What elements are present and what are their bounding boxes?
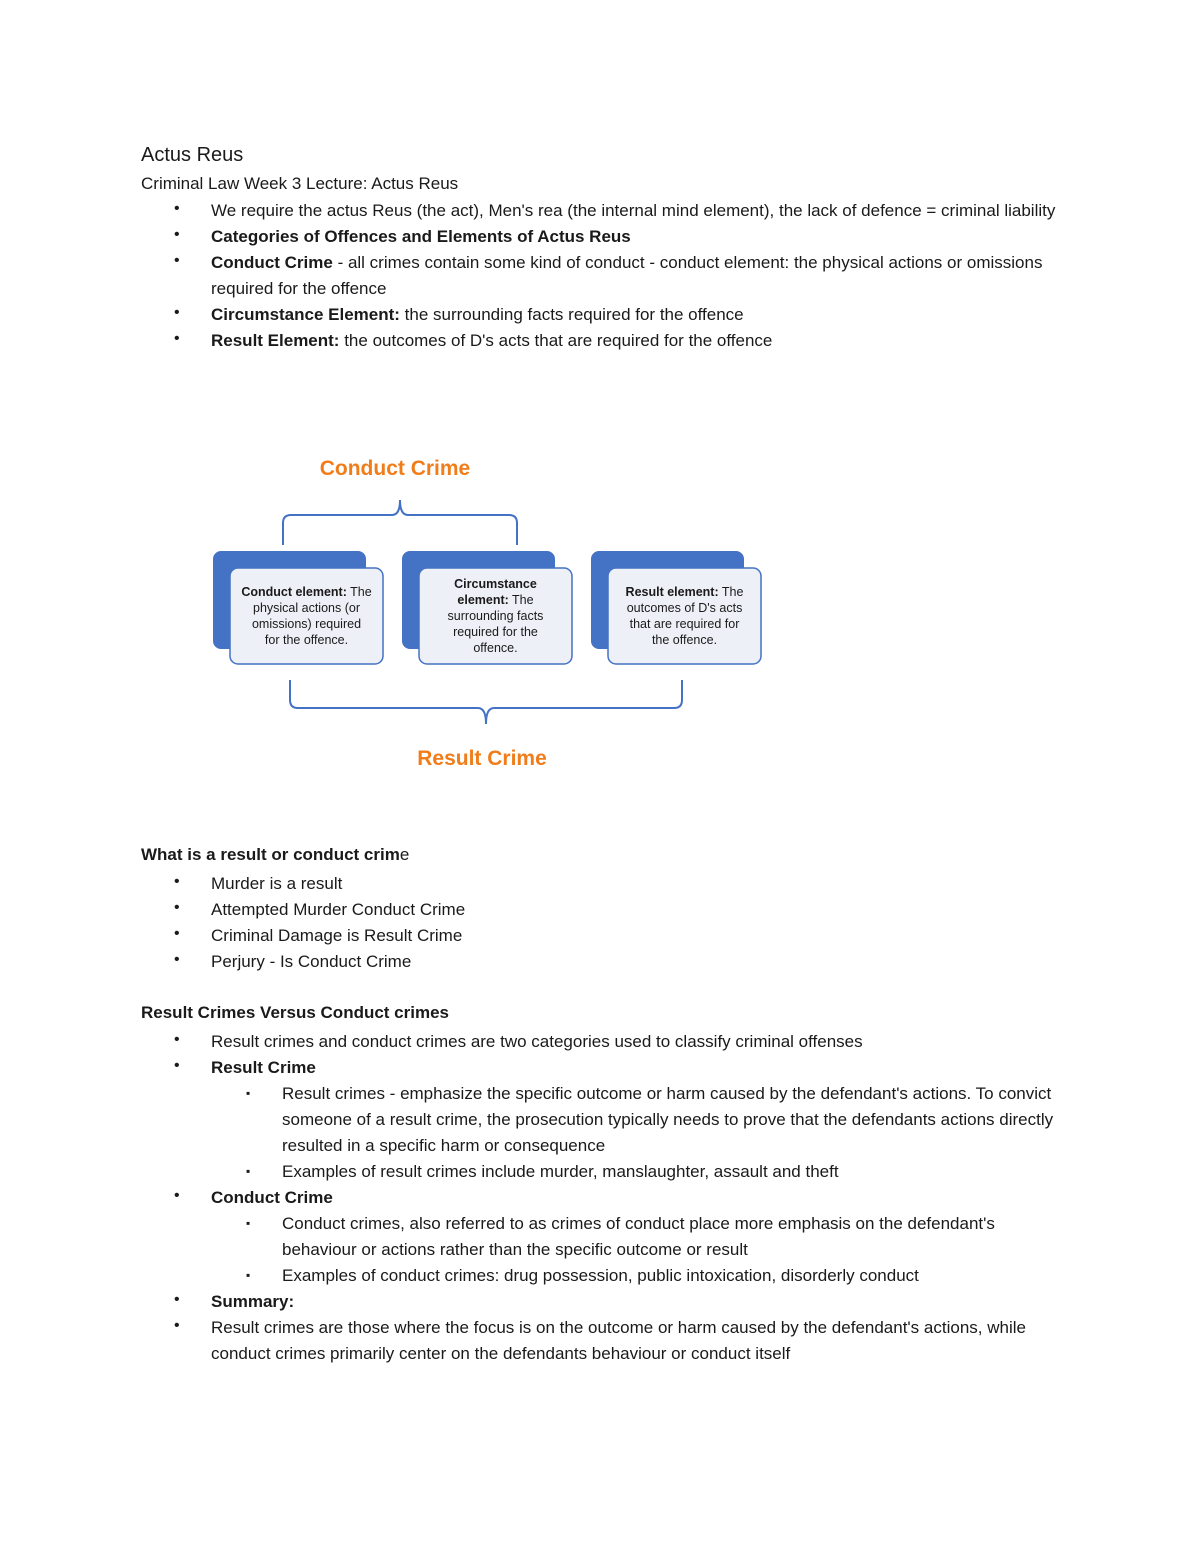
diagram-box-card (230, 568, 383, 664)
bullet-icon: • (174, 951, 180, 968)
bullet-icon: • (174, 1291, 180, 1308)
list-item-text: the outcomes of D's acts that are required for the offence (339, 331, 773, 350)
diagram-box-text: the offence. (651, 633, 718, 647)
actus-reus-diagram (0, 440, 1200, 780)
list-item-text: Examples of result crimes include murder, manslaughter, assault and theft (282, 1162, 839, 1181)
list-item (0, 1055, 1071, 1081)
list-item-text: Attempted Murder Conduct Crime (211, 900, 466, 919)
diagram-box-text: that are required for (629, 617, 740, 631)
diagram-box-line (252, 617, 361, 631)
diagram-box-line (652, 633, 717, 647)
bullet-icon: • (174, 899, 180, 916)
bullet-icon: ▪ (246, 1268, 251, 1282)
list-item-text: We require the actus Reus (the act), Men's rea (the internal mind element), the lack of defence = criminal liability (211, 201, 1056, 220)
list-item (0, 1263, 1062, 1289)
list-item-text: Perjury - Is Conduct Crime (211, 952, 412, 971)
list-item (0, 224, 1071, 250)
bullet-icon: • (174, 330, 180, 347)
diagram-box-bold: Circumstance (454, 577, 537, 591)
page-title: Actus Reus (141, 144, 244, 166)
bullet-icon: • (174, 304, 180, 321)
list-item-text: Result crimes and conduct crimes are two categories used to classify criminal offenses (211, 1032, 863, 1051)
bullet-icon: • (174, 873, 180, 890)
bullet-icon: ▪ (246, 1164, 251, 1178)
list-item (0, 1159, 1062, 1185)
diagram-box-bold: element: (457, 593, 509, 607)
diagram-bottom-label: Result Crime (417, 747, 547, 770)
list-item-bold: Circumstance Element: (211, 305, 400, 324)
list-item-text: Murder is a result (211, 874, 343, 893)
list-item (0, 198, 1071, 224)
diagram-box-card (608, 568, 761, 664)
bullet-icon: • (174, 1057, 180, 1074)
list-item (0, 1185, 1071, 1211)
bullet-icon: • (174, 1317, 180, 1334)
diagram-box-line (473, 641, 517, 655)
list-item (0, 1081, 1062, 1159)
bullet-icon: • (174, 252, 180, 269)
what-heading-tail: e (399, 845, 410, 864)
list-item-bold: Conduct Crime (211, 1188, 333, 1207)
list-item-bold: Summary: (211, 1292, 295, 1311)
list-item (0, 328, 1071, 354)
diagram-box-text: offence. (473, 641, 518, 655)
list-item-bold: Categories of Offences and Elements of Actus Reus (211, 227, 631, 246)
list-item (0, 1289, 1071, 1315)
page-subtitle: Criminal Law Week 3 Lecture: Actus Reus (141, 174, 459, 193)
list-item-text: - all crimes contain some kind of conduct - conduct element: the physical actions or omissions required for the offence (211, 253, 1043, 298)
diagram-box-line (453, 625, 538, 639)
list-item (0, 949, 1071, 975)
versus-section-heading: Result Crimes Versus Conduct crimes (141, 1003, 450, 1022)
bullet-icon: • (174, 200, 180, 217)
diagram-box-line (253, 601, 360, 615)
what-section-heading (141, 845, 409, 865)
list-item (0, 897, 1071, 923)
list-item-text: Conduct crimes, also referred to as crimes of conduct place more emphasis on the defendant's behaviour or actions rather than the specific outcome or result (282, 1214, 995, 1259)
list-item-text: Result crimes - emphasize the specific outcome or harm caused by the defendant's actions. To convict someone of a result crime, the prosecution typically needs to prove that the defendants actions directly resulted in a specific harm or consequence (282, 1084, 1054, 1155)
list-item (0, 1315, 1071, 1367)
bullet-icon: • (174, 226, 180, 243)
list-item (0, 1029, 1071, 1055)
diagram-box-line (630, 617, 740, 631)
diagram-box-line (241, 585, 371, 599)
diagram-box-line (265, 633, 348, 647)
list-item-text: Criminal Damage is Result Crime (211, 926, 463, 945)
bullet-icon: • (174, 925, 180, 942)
what-heading-bold: What is a result or conduct crim (141, 845, 400, 864)
bullet-icon: • (174, 1187, 180, 1204)
diagram-box-bold: Result element: (625, 585, 719, 599)
diagram-box-line (626, 585, 744, 599)
list-item-bold: Result Element: (211, 331, 340, 350)
diagram-box-text: for the offence. (264, 633, 349, 647)
list-item (0, 923, 1071, 949)
list-item (0, 302, 1071, 328)
diagram-box-line (627, 601, 743, 615)
diagram-top-label: Conduct Crime (319, 457, 471, 480)
intro-bullet-list (0, 198, 1071, 354)
bottom-brace (290, 680, 682, 724)
diagram-box-line (448, 609, 544, 623)
diagram-box-line (457, 593, 533, 607)
bullet-icon: ▪ (246, 1216, 251, 1230)
list-item-bold: Result Crime (211, 1058, 316, 1077)
list-item (0, 871, 1071, 897)
what-bullet-list (0, 871, 1071, 975)
list-item-text: Examples of conduct crimes: drug possession, public intoxication, disorderly conduct (282, 1266, 919, 1285)
bullet-icon: ▪ (246, 1086, 251, 1100)
top-brace (283, 500, 517, 545)
diagram-box-text: required for the (453, 625, 538, 639)
bullet-icon: • (174, 1031, 180, 1048)
diagram-box-text: physical actions (or (253, 601, 360, 615)
diagram-box-text: The (346, 585, 372, 599)
list-item-bold: Conduct Crime (211, 253, 333, 272)
list-item-text: Result crimes are those where the focus is on the outcome or harm caused by the defendant's actions, while conduct crimes primarily center on the defendants behaviour or conduct itself (211, 1318, 1026, 1363)
diagram-box-text: outcomes of D's acts (626, 601, 743, 615)
diagram-box-text: The (718, 585, 744, 599)
versus-bullet-list (0, 1029, 1071, 1367)
list-item-text: the surrounding facts required for the offence (399, 305, 744, 324)
list-item (0, 250, 1071, 302)
diagram-box-bold: Conduct element: (241, 585, 347, 599)
diagram-box-line (454, 577, 537, 591)
diagram-box-text: surrounding facts (447, 609, 544, 623)
list-item (0, 1211, 1062, 1263)
diagram-box-text: The (508, 593, 534, 607)
diagram-box-text: omissions) required (251, 617, 362, 631)
